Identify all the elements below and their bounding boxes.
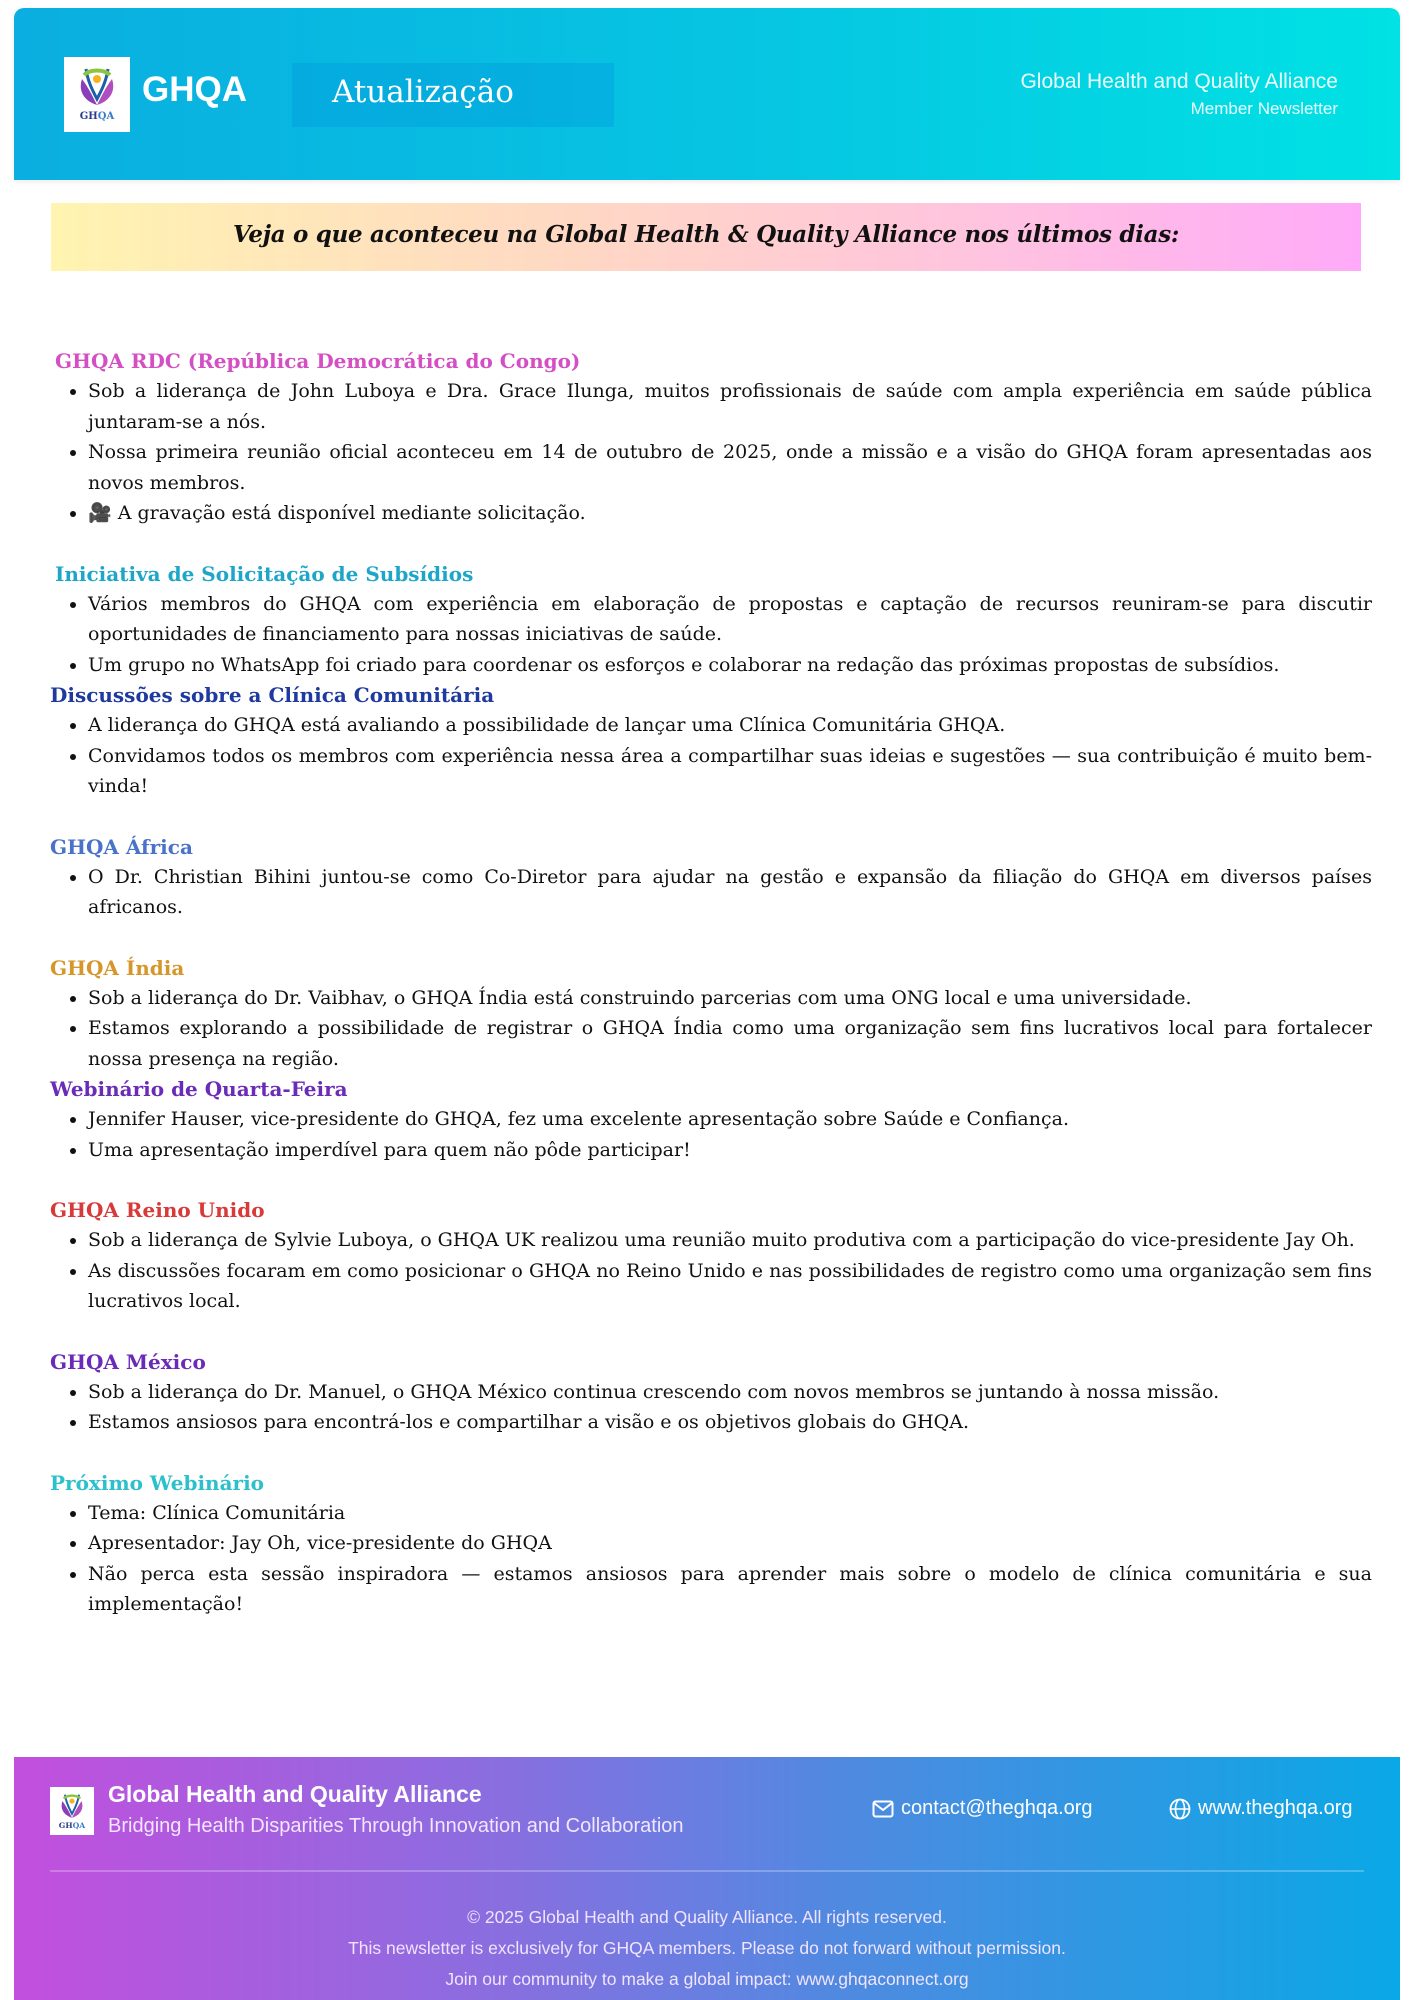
list-item: • Nossa primeira reunião oficial aconteceu em 14 de outubro de 2025, onde a missão e a visão do GHQA foram apresentadas aos novos membros. bbox=[88, 437, 1372, 498]
footer-tagline: Bridging Health Disparities Through Innovation and Collaboration bbox=[108, 1815, 684, 1837]
footer-community: Join our community to make a global impact: www.ghqaconnect.org bbox=[445, 1969, 969, 1989]
section-reino-unido bbox=[50, 1195, 1372, 1317]
section-rdc bbox=[55, 346, 1372, 529]
svg-text:GHQA: GHQA bbox=[58, 1820, 86, 1830]
section-title: GHQA RDC (República Democrática do Congo) bbox=[55, 349, 581, 373]
list-item: • Sob a liderança do Dr. Manuel, o GHQA México continua crescendo com novos membros se juntando à nossa missão. bbox=[88, 1377, 1372, 1408]
newsletter-footer bbox=[14, 1757, 1400, 2000]
footer-notice: This newsletter is exclusively for GHQA members. Please do not forward without permission. bbox=[348, 1938, 1066, 1958]
list-item: • O Dr. Christian Bihini juntou-se como Co-Diretor para ajudar na gestão e expansão da filiação do GHQA em diversos países africanos. bbox=[88, 862, 1372, 923]
newsletter-header bbox=[14, 8, 1400, 180]
list-item: • Uma apresentação imperdível para quem não pôde participar! bbox=[88, 1135, 1372, 1166]
brand-name: GHQA bbox=[142, 70, 247, 109]
list-item: • A liderança do GHQA está avaliando a possibilidade de lançar uma Clínica Comunitária GHQA. bbox=[88, 710, 1372, 741]
intro-banner bbox=[51, 203, 1361, 271]
section-title: GHQA África bbox=[50, 834, 193, 859]
page-title: Atualização bbox=[332, 74, 514, 110]
list-item: • Um grupo no WhatsApp foi criado para coordenar os esforços e colaborar na redação das próximas propostas de subsídios. bbox=[88, 650, 1372, 681]
ghqa-logo-icon bbox=[64, 57, 130, 132]
section-title: Próximo Webinário bbox=[50, 1470, 265, 1495]
section-title: Discussões sobre a Clínica Comunitária bbox=[50, 683, 495, 707]
section-subsidios bbox=[55, 559, 1372, 681]
section-clinica bbox=[50, 680, 1372, 802]
section-mexico bbox=[50, 1347, 1372, 1438]
list-item: • Estamos ansiosos para encontrá-los e compartilhar a visão e os objetivos globais do GHQA. bbox=[88, 1407, 1372, 1438]
newsletter-content bbox=[50, 346, 1372, 1620]
list-item: • Sob a liderança de John Luboya e Dra. Grace Ilunga, muitos profissionais de saúde com ampla experiência em saúde pública juntaram-se a nós. bbox=[88, 376, 1372, 437]
footer-email[interactable]: contact@theghqa.org bbox=[901, 1797, 1093, 1819]
list-item: • Sob a liderança do Dr. Vaibhav, o GHQA Índia está construindo parcerias com uma ONG local e uma universidade. bbox=[88, 983, 1372, 1014]
list-item: • Jennifer Hauser, vice-presidente do GHQA, fez uma excelente apresentação sobre Saúde e Confiança. bbox=[88, 1104, 1372, 1135]
section-title: GHQA Índia bbox=[50, 955, 185, 980]
section-title: GHQA México bbox=[50, 1349, 206, 1374]
section-proximo-webinario bbox=[50, 1468, 1372, 1620]
list-item: • Convidamos todos os membros com experiência nessa área a compartilhar suas ideias e sugestões — sua contribuição é muito bem-vinda! bbox=[88, 741, 1372, 802]
list-item: • Tema: Clínica Comunitária bbox=[88, 1498, 1372, 1529]
list-item: • As discussões focaram em como posicionar o GHQA no Reino Unido e nas possibilidades de registro como uma organização sem fins lucrativos local. bbox=[88, 1256, 1372, 1317]
section-india bbox=[50, 953, 1372, 1075]
section-webinario bbox=[50, 1074, 1372, 1165]
footer-email-link[interactable] bbox=[872, 1797, 1093, 1820]
ghqa-logo-icon bbox=[50, 1787, 94, 1835]
list-item: • Sob a liderança de Sylvie Luboya, o GHQA UK realizou uma reunião muito produtiva com a participação do vice-presidente Jay Oh. bbox=[88, 1225, 1372, 1256]
intro-banner-text: Veja o que aconteceu na Global Health & Quality Alliance nos últimos dias: bbox=[232, 221, 1180, 248]
section-title: GHQA Reino Unido bbox=[50, 1198, 265, 1222]
list-item: • 🎥 A gravação está disponível mediante solicitação. bbox=[88, 498, 1372, 529]
header-org-name: Global Health and Quality Alliance bbox=[1020, 70, 1338, 93]
footer-website-link[interactable] bbox=[1169, 1797, 1353, 1820]
section-title: Webinário de Quarta-Feira bbox=[50, 1077, 348, 1101]
list-item: • Estamos explorando a possibilidade de registrar o GHQA Índia como uma organização sem fins lucrativos local para fortalecer nossa presença na região. bbox=[88, 1013, 1372, 1074]
footer-logo bbox=[50, 1787, 94, 1835]
header-org-subtitle: Member Newsletter bbox=[1190, 99, 1338, 118]
svg-text:GHQA: GHQA bbox=[79, 111, 115, 122]
footer-website[interactable]: www.theghqa.org bbox=[1198, 1797, 1353, 1819]
section-africa bbox=[50, 832, 1372, 923]
section-title: Iniciativa de Solicitação de Subsídios bbox=[55, 561, 474, 586]
list-item: • Não perca esta sessão inspiradora — estamos ansiosos para aprender mais sobre o modelo de clínica comunitária e sua implementação! bbox=[88, 1559, 1372, 1620]
footer-copyright: © 2025 Global Health and Quality Alliance. All rights reserved. bbox=[467, 1907, 947, 1927]
list-item: • Vários membros do GHQA com experiência em elaboração de propostas e captação de recursos reuniram-se para discutir oportunidades de financiamento para nossas iniciativas de saúde. bbox=[88, 589, 1372, 650]
list-item: • Apresentador: Jay Oh, vice-presidente do GHQA bbox=[88, 1528, 1372, 1559]
footer-org-name: Global Health and Quality Alliance bbox=[108, 1781, 482, 1807]
globe-icon bbox=[1169, 1798, 1191, 1820]
footer-divider bbox=[50, 1870, 1364, 1872]
mail-icon bbox=[872, 1800, 894, 1818]
ghqa-logo bbox=[64, 57, 130, 132]
